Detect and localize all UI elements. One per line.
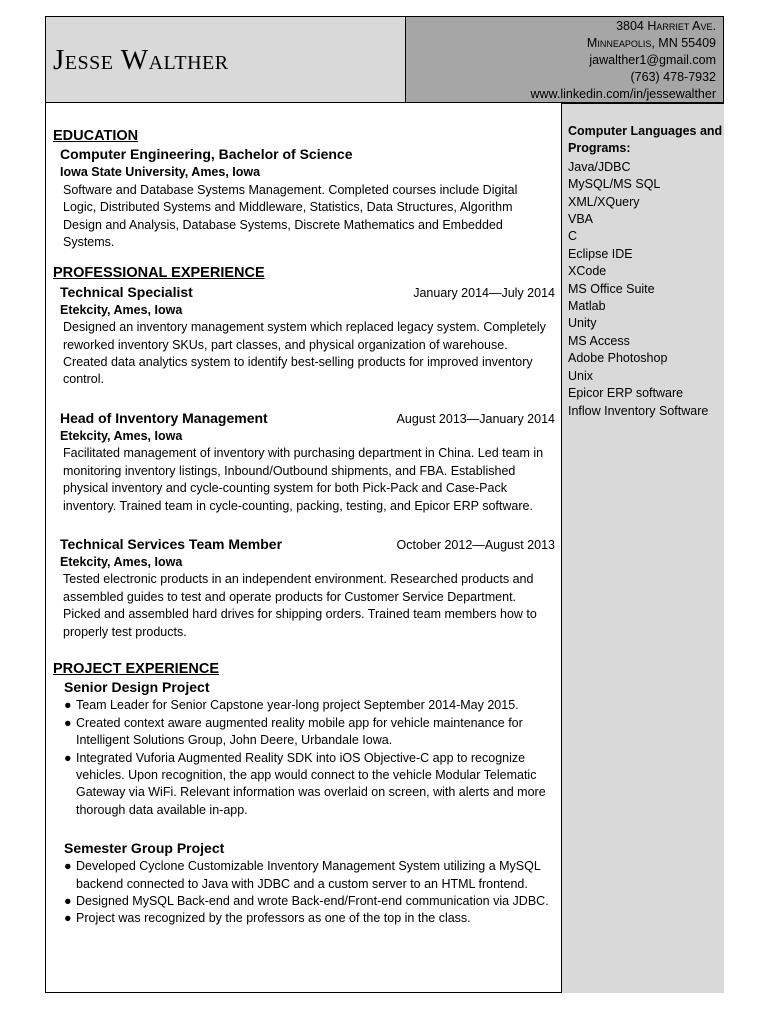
job-entry [60, 535, 553, 641]
skill-item: Epicor ERP software [568, 386, 684, 401]
spacer [53, 515, 553, 535]
education-degree: Computer Engineering, Bachelor of Science [60, 146, 353, 163]
contact-street: 3804 Harriet Ave. [616, 19, 716, 33]
skills-panel [568, 123, 723, 420]
bullet-text: Created context aware augmented reality mobile app for vehicle maintenance for Intelligent Solutions Group, John Deere, Urbandale Iowa. [76, 715, 523, 748]
skill-item: MS Access [568, 333, 630, 348]
contact-zip: 55409 [681, 36, 716, 50]
job-org: Etekcity, Ames, Iowa [60, 428, 183, 443]
bullet-text: Designed MySQL Back-end and wrote Back-end/Front-end communication via JDBC. [76, 894, 549, 908]
spacer [53, 389, 553, 409]
bullet-text: Project was recognized by the professors as one of the top in the class. [76, 911, 471, 926]
skill-item: XCode [568, 264, 607, 279]
skill-item: MySQL/MS SQL [568, 177, 661, 192]
project-bullet [64, 750, 553, 820]
contact-email[interactable]: jawalther1@gmail.com [589, 53, 716, 67]
skill-item: C [568, 229, 578, 244]
skill-item: Unity [568, 316, 597, 331]
projects-heading: PROJECT EXPERIENCE [53, 660, 219, 677]
skills-list [568, 159, 723, 420]
experience-heading: PROFESSIONAL EXPERIENCE [53, 265, 265, 282]
skills-title: Computer Languages and Programs: [568, 124, 723, 156]
job-description: Designed an inventory management system which replaced legacy system. Completely reworked inventory SKUs, part classes, and physical organization of warehouse. Created data analytics system to identify best-selling products for improved inventory control. [63, 320, 546, 387]
bullet-text: Team Leader for Senior Capstone year-long project September 2014-May 2015. [76, 698, 519, 713]
spacer [53, 251, 553, 265]
job-dates: August 2013—January 2014 [396, 411, 555, 426]
skill-item: Matlab [568, 299, 606, 314]
project-entry [64, 678, 553, 819]
contact-block [531, 18, 717, 103]
spacer [53, 641, 553, 661]
bullet-text: Integrated Vuforia Augmented Reality SDK into iOS Objective-C app to recognize vehicles. Upon recognition, the app would connect to the vehicle Modular Telematic Gateway via WiFi. Relevant information was overlaid on screen, with alerts and more thorough data available in-app. [76, 750, 546, 817]
project-bullet [64, 858, 553, 893]
skill-item: VBA [568, 212, 594, 227]
job-org: Etekcity, Ames, Iowa [60, 302, 183, 317]
job-org: Etekcity, Ames, Iowa [60, 554, 183, 569]
main-column [53, 128, 553, 928]
education-heading: EDUCATION [53, 128, 139, 144]
contact-linkedin[interactable]: www.linkedin.com/in/jessewalther [530, 87, 716, 101]
job-entry [60, 409, 553, 515]
project-title: Semester Group Project [64, 840, 225, 857]
project-entry [64, 839, 553, 928]
job-title: Head of Inventory Management [60, 409, 268, 426]
bullet-dot-icon: ● [64, 698, 72, 713]
bullet-dot-icon: ● [64, 911, 72, 926]
job-dates: October 2012—August 2013 [396, 537, 555, 552]
job-description: Facilitated management of inventory with purchasing department in China. Led team in monitoring inventory listings, Inbound/Outbound shipments, and FBA. Established physical inventory and cycle-counting system for both Pick-Pack and Case-Pack inventory. Trained team in cycle-counting, packing, testing, and Epicor ERP software. [63, 446, 544, 513]
skill-item: MS Office Suite [568, 281, 655, 296]
contact-phone: (763) 478-7932 [630, 70, 716, 84]
project-bullets [64, 858, 553, 928]
skill-item: Java/JDBC [568, 159, 631, 174]
project-bullet [64, 697, 553, 714]
education-description: Software and Database Systems Management. Completed courses include Digital Logic, Distributed Systems and Middleware, Statistics, Data Structures, Algorithm Design and Analysis, Database Systems, Discrete Mathematics and Embedded Systems. [63, 182, 518, 250]
bullet-dot-icon: ● [64, 859, 72, 874]
skill-item: Adobe Photoshop [568, 351, 668, 366]
contact-city: Minneapolis, MN [586, 36, 678, 50]
bullet-dot-icon: ● [64, 750, 72, 765]
job-header [60, 535, 553, 554]
project-bullet [64, 893, 553, 910]
bullet-dot-icon: ● [64, 715, 72, 730]
skill-item: Unix [568, 368, 594, 383]
skill-item: XML/XQuery [568, 194, 640, 209]
bullet-text: Developed Cyclone Customizable Inventory Management System utilizing a MySQL backend connected to Java with JDBC and a custom server to an HTML frontend. [76, 859, 541, 891]
job-title: Technical Specialist [60, 283, 193, 300]
contact-city-zip [531, 35, 717, 52]
job-header [60, 409, 553, 428]
project-bullet [64, 910, 553, 927]
project-bullets [64, 697, 553, 819]
bullet-dot-icon: ● [64, 894, 72, 908]
skill-item: Eclipse IDE [568, 246, 633, 261]
skill-item: Inflow Inventory Software [568, 403, 709, 418]
job-description: Tested electronic products in an independent environment. Researched products and assembled guides to test and operate products for Customer Service Department. Picked and assembled hard drives for shipping orders. Trained team members how to properly test products. [63, 572, 537, 639]
candidate-name: Jesse Walther [53, 44, 229, 76]
project-bullet [64, 715, 553, 750]
job-header [60, 283, 553, 302]
spacer [53, 819, 553, 839]
education-school: Iowa State University, Ames, Iowa [60, 165, 261, 180]
education-entry [60, 145, 553, 251]
job-dates: January 2014—July 2014 [413, 285, 555, 300]
job-entry [60, 283, 553, 389]
job-title: Technical Services Team Member [60, 535, 283, 552]
project-title: Senior Design Project [64, 679, 210, 696]
